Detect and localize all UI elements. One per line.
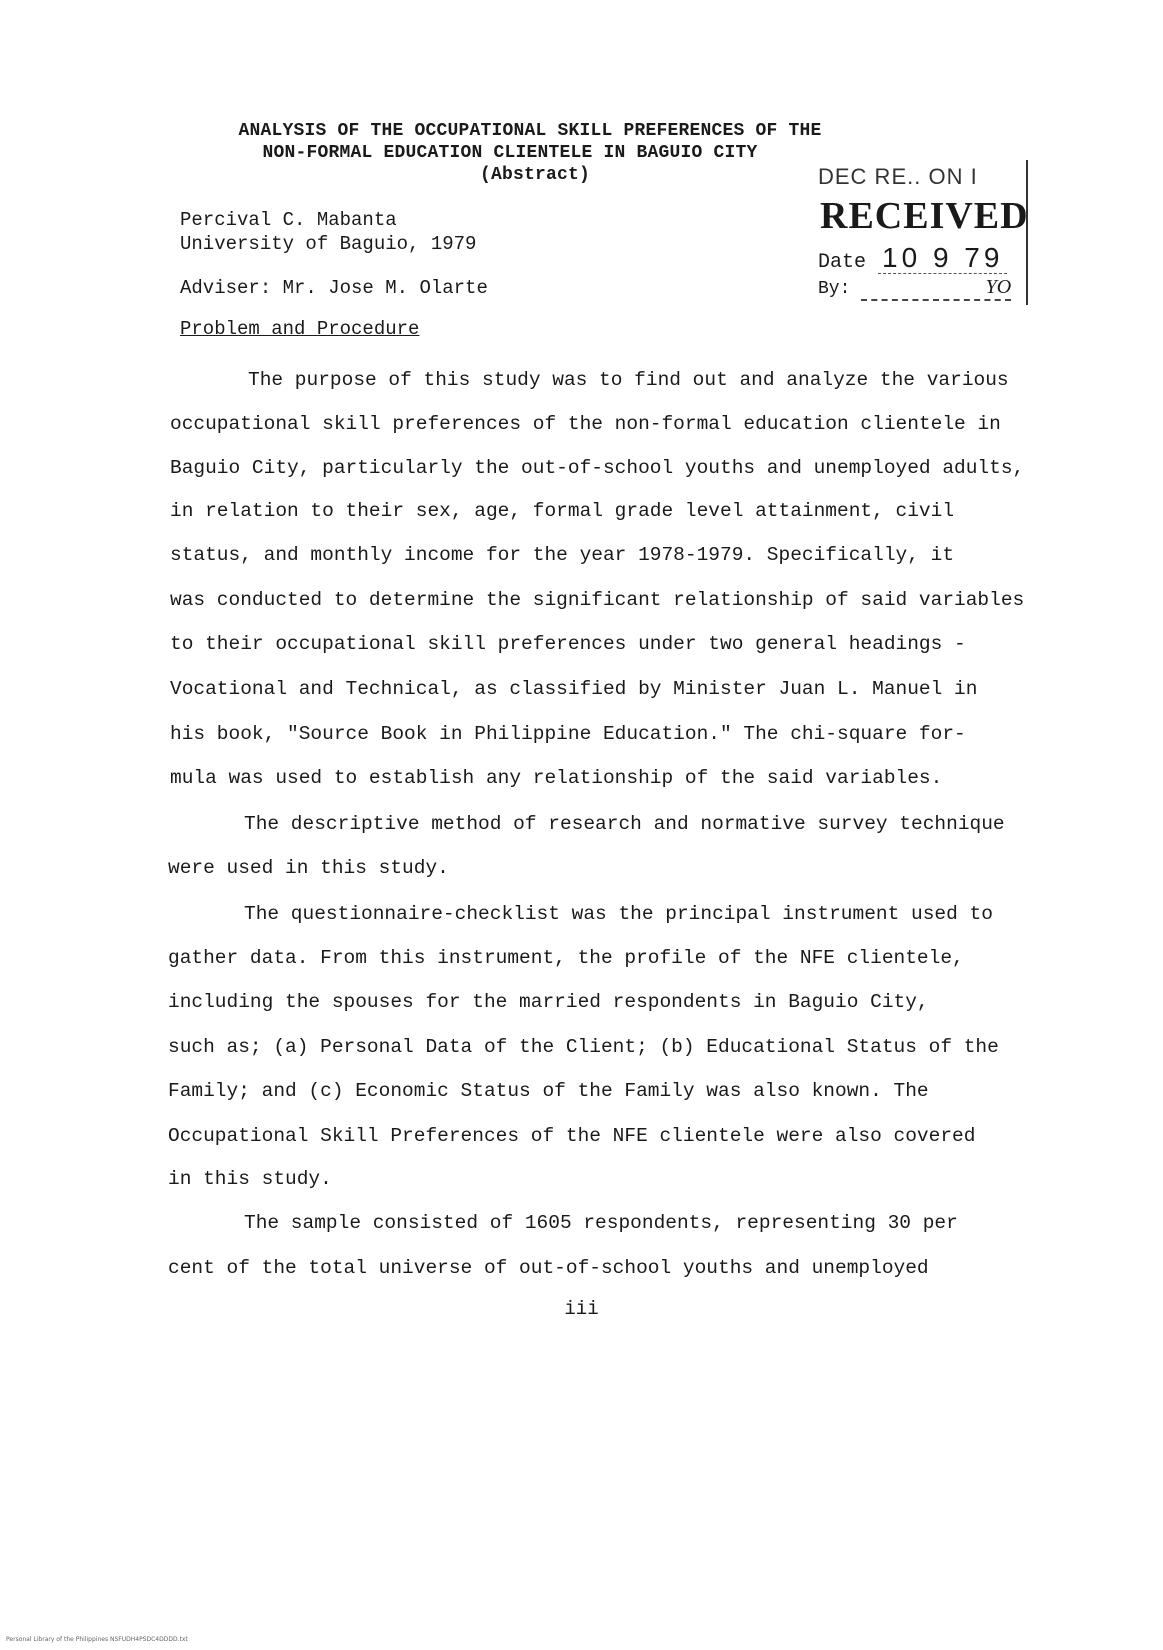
text-line: his book, "Source Book in Philippine Education." The chi-square for- [170, 723, 966, 745]
text-line: was conducted to determine the significant relationship of said variables [170, 589, 1025, 611]
section-heading: Problem and Procedure [180, 318, 420, 340]
stamp-received: RECEIVED [820, 195, 1029, 237]
text-line: Family; and (c) Economic Status of the Family was also known. The [168, 1080, 929, 1102]
page-number: iii [564, 1298, 599, 1320]
text-line: occupational skill preferences of the non-formal education clientele in [170, 413, 1001, 435]
text-line: including the spouses for the married respondents in Baguio City, [168, 991, 929, 1013]
title-line-1: ANALYSIS OF THE OCCUPATIONAL SKILL PREFERENCES OF THE [238, 121, 822, 141]
text-line: The sample consisted of 1605 respondents, representing 30 per [244, 1212, 958, 1234]
title-line-3: (Abstract) [479, 165, 591, 185]
document-title [180, 120, 880, 186]
text-line: The questionnaire-checklist was the principal instrument used to [244, 903, 993, 925]
stamp-date-label: Date [818, 251, 867, 274]
received-stamp [812, 160, 1028, 305]
stamp-by-row [818, 276, 1011, 301]
stamp-date-value: 10 9 79 [878, 242, 1007, 274]
text-line: The purpose of this study was to find out and analyze the various [248, 369, 1009, 391]
stamp-top-text: DEC RE.. ON I [818, 164, 978, 189]
text-line: The descriptive method of research and normative survey technique [244, 813, 1005, 835]
text-line: such as; (a) Personal Data of the Client; (b) Educational Status of the [168, 1036, 999, 1058]
text-line: cent of the total universe of out-of-school youths and unemployed [168, 1257, 929, 1279]
title-line-2: NON-FORMAL EDUCATION CLIENTELE IN BAGUIO CITY [262, 143, 758, 163]
text-line: Occupational Skill Preferences of the NFE clientele were also covered [168, 1125, 976, 1147]
scan-footer: Personal Library of the Philippines NSFUDH4PSDC4DDDD.txt [6, 1636, 188, 1643]
adviser: Adviser: Mr. Jose M. Olarte [180, 277, 488, 299]
text-line: were used in this study. [168, 857, 449, 879]
text-line: gather data. From this instrument, the profile of the NFE clientele, [168, 947, 964, 969]
author-institution: University of Baguio, 1979 [180, 233, 477, 255]
stamp-by-initials: YO [861, 276, 1011, 301]
stamp-by-label: By: [818, 279, 851, 299]
text-line: to their occupational skill preferences under two general headings - [170, 633, 966, 655]
author-name: Percival C. Mabanta [180, 209, 397, 231]
text-line: Baguio City, particularly the out-of-school youths and unemployed adults, [170, 457, 1025, 479]
text-line: mula was used to establish any relationship of the said variables. [170, 767, 943, 789]
stamp-date-row [818, 242, 1007, 274]
text-line: status, and monthly income for the year 1978-1979. Specifically, it [170, 544, 955, 566]
text-line: in relation to their sex, age, formal grade level attainment, civil [170, 500, 955, 522]
text-line: Vocational and Technical, as classified by Minister Juan L. Manuel in [170, 678, 978, 700]
text-line: in this study. [168, 1168, 332, 1190]
